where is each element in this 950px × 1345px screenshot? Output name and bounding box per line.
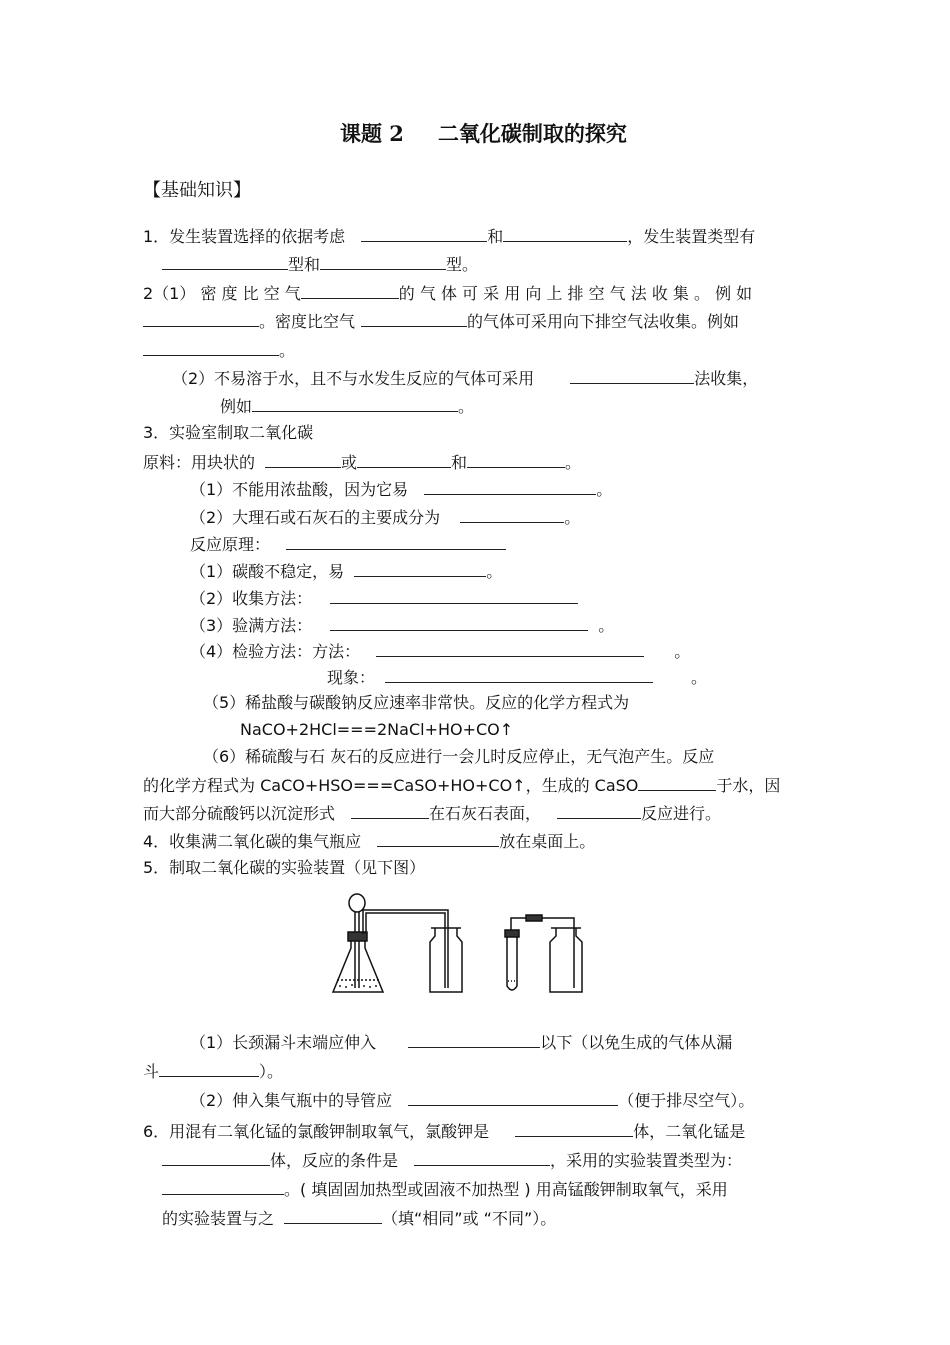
q3-step6-line2: 的化学方程式为 CaCO+HSO===CaSO+HO+CO↑，生成的 CaSO 于水，因 — [143, 776, 781, 795]
q3-step4-phenomenon: 现象： 。 — [327, 668, 708, 687]
q3-step4: （4）检验方法：方法： 。 — [190, 642, 691, 661]
q3-step5-equation: NaCO+2HCl===2NaCl+HO+CO↑ — [240, 720, 514, 739]
blank[interactable] — [424, 478, 596, 495]
blank[interactable] — [252, 395, 458, 412]
q6-line2: 体，反应的条件是 ，采用的实验装置类型为： — [162, 1149, 742, 1171]
q3-step6-line3: 而大部分硫酸钙以沉淀形式 在石灰石表面， 反应进行。 — [143, 804, 722, 823]
q2-part2: （2）不易溶于水，且不与水发生反应的气体可采用 法收集， — [172, 369, 759, 388]
title-topic: 课题 2 — [340, 121, 404, 146]
blank[interactable] — [503, 225, 627, 242]
q5-part1-line2: 斗 ）。 — [143, 1062, 284, 1081]
q3-head: 3．实验室制取二氧化碳 — [143, 423, 314, 442]
q3-note2: （2）大理石或石灰石的主要成分为 。 — [190, 508, 581, 527]
q6-line1: 6．用混有二氧化锰的氯酸钾制取氧气，氯酸钾是 体，二氧化锰是 — [143, 1122, 746, 1141]
q5-head: 5．制取二氧化碳的实验装置（见下图） — [143, 858, 426, 877]
q2-line2: 。密度比空气 的气体可采用向下排空气法收集。例如 — [143, 310, 739, 332]
blank[interactable] — [361, 225, 487, 242]
blank[interactable] — [162, 253, 288, 270]
q6-line3: 。( 填固固加热型或固液不加热型 ) 用高锰酸钾制取氧气，采用 — [162, 1178, 728, 1200]
q4-line: 4．收集满二氧化碳的集气瓶应 放在桌面上。 — [143, 832, 596, 851]
blank[interactable] — [162, 1178, 284, 1195]
blank[interactable] — [351, 802, 429, 819]
q3-step3: （3）验满方法： 。 — [190, 616, 615, 635]
section-heading: 【基础知识】 — [143, 180, 251, 201]
blank[interactable] — [301, 282, 399, 299]
q3-step6: （6）稀硫酸与石 灰石的反应进行一会儿时反应停止，无气泡产生。反应 — [203, 747, 715, 766]
q3-step1: （1）碳酸不稳定，易 。 — [190, 562, 503, 581]
blank[interactable] — [414, 1149, 550, 1166]
blank[interactable] — [361, 310, 467, 327]
blank[interactable] — [377, 830, 499, 847]
blank[interactable] — [286, 533, 506, 550]
q6-line4: 的实验装置与之 （填“相同”或 “不同”）。 — [162, 1209, 557, 1228]
blank[interactable] — [570, 367, 694, 384]
blank[interactable] — [162, 1149, 270, 1166]
blank[interactable] — [557, 802, 641, 819]
blank[interactable] — [638, 774, 716, 791]
q1-line1: 1．发生装置选择的依据考虑 和 ，发生装置类型有 — [143, 227, 756, 246]
stopper — [348, 932, 367, 941]
blank[interactable] — [143, 339, 279, 356]
blank[interactable] — [467, 451, 565, 468]
blank[interactable] — [460, 506, 564, 523]
blank[interactable] — [515, 1120, 633, 1137]
q5-part1: （1）长颈漏斗末端应伸入 以下（以免生成的气体从漏 — [190, 1033, 733, 1052]
blank[interactable] — [143, 310, 259, 327]
q2-line1: 2（1） 密 度 比 空 气 的 气 体 可 采 用 向 上 排 空 气 法 收 集 。 例 如 — [143, 284, 753, 303]
blank[interactable] — [385, 666, 653, 683]
blank[interactable] — [159, 1060, 259, 1077]
gas-jar-right — [550, 928, 582, 992]
delivery-tube — [363, 910, 448, 988]
q3-note1: （1）不能用浓盐酸，因为它易 。 — [190, 480, 613, 499]
q2-part2-example: 例如 。 — [220, 397, 475, 416]
blank[interactable] — [330, 614, 588, 631]
q3-principle: 反应原理： — [190, 533, 506, 555]
q3-step2: （2）收集方法： — [190, 587, 578, 609]
blank[interactable] — [354, 560, 486, 577]
blank[interactable] — [284, 1207, 382, 1224]
page-title — [340, 121, 627, 146]
q3-materials: 原料：用块状的 或 和 。 — [143, 453, 582, 472]
blank[interactable] — [357, 451, 451, 468]
blank[interactable] — [376, 640, 644, 657]
blank[interactable] — [320, 253, 446, 270]
gas-jar-left — [430, 928, 462, 992]
q1-line2: 型和 型。 — [162, 253, 478, 275]
blank[interactable] — [265, 451, 341, 468]
q5-part2: （2）伸入集气瓶中的导管应 （便于排尽空气）。 — [190, 1091, 755, 1110]
apparatus-figure — [330, 888, 592, 1000]
q3-step5: （5）稀盐酸与碳酸钠反应速率非常快。反应的化学方程式为 — [203, 693, 630, 712]
title-name: 二氧化碳制取的探究 — [437, 121, 627, 146]
q2-line3: 。 — [143, 339, 295, 361]
blank[interactable] — [408, 1031, 540, 1048]
blank[interactable] — [330, 587, 578, 604]
blank[interactable] — [408, 1089, 618, 1106]
conical-flask — [333, 941, 383, 992]
